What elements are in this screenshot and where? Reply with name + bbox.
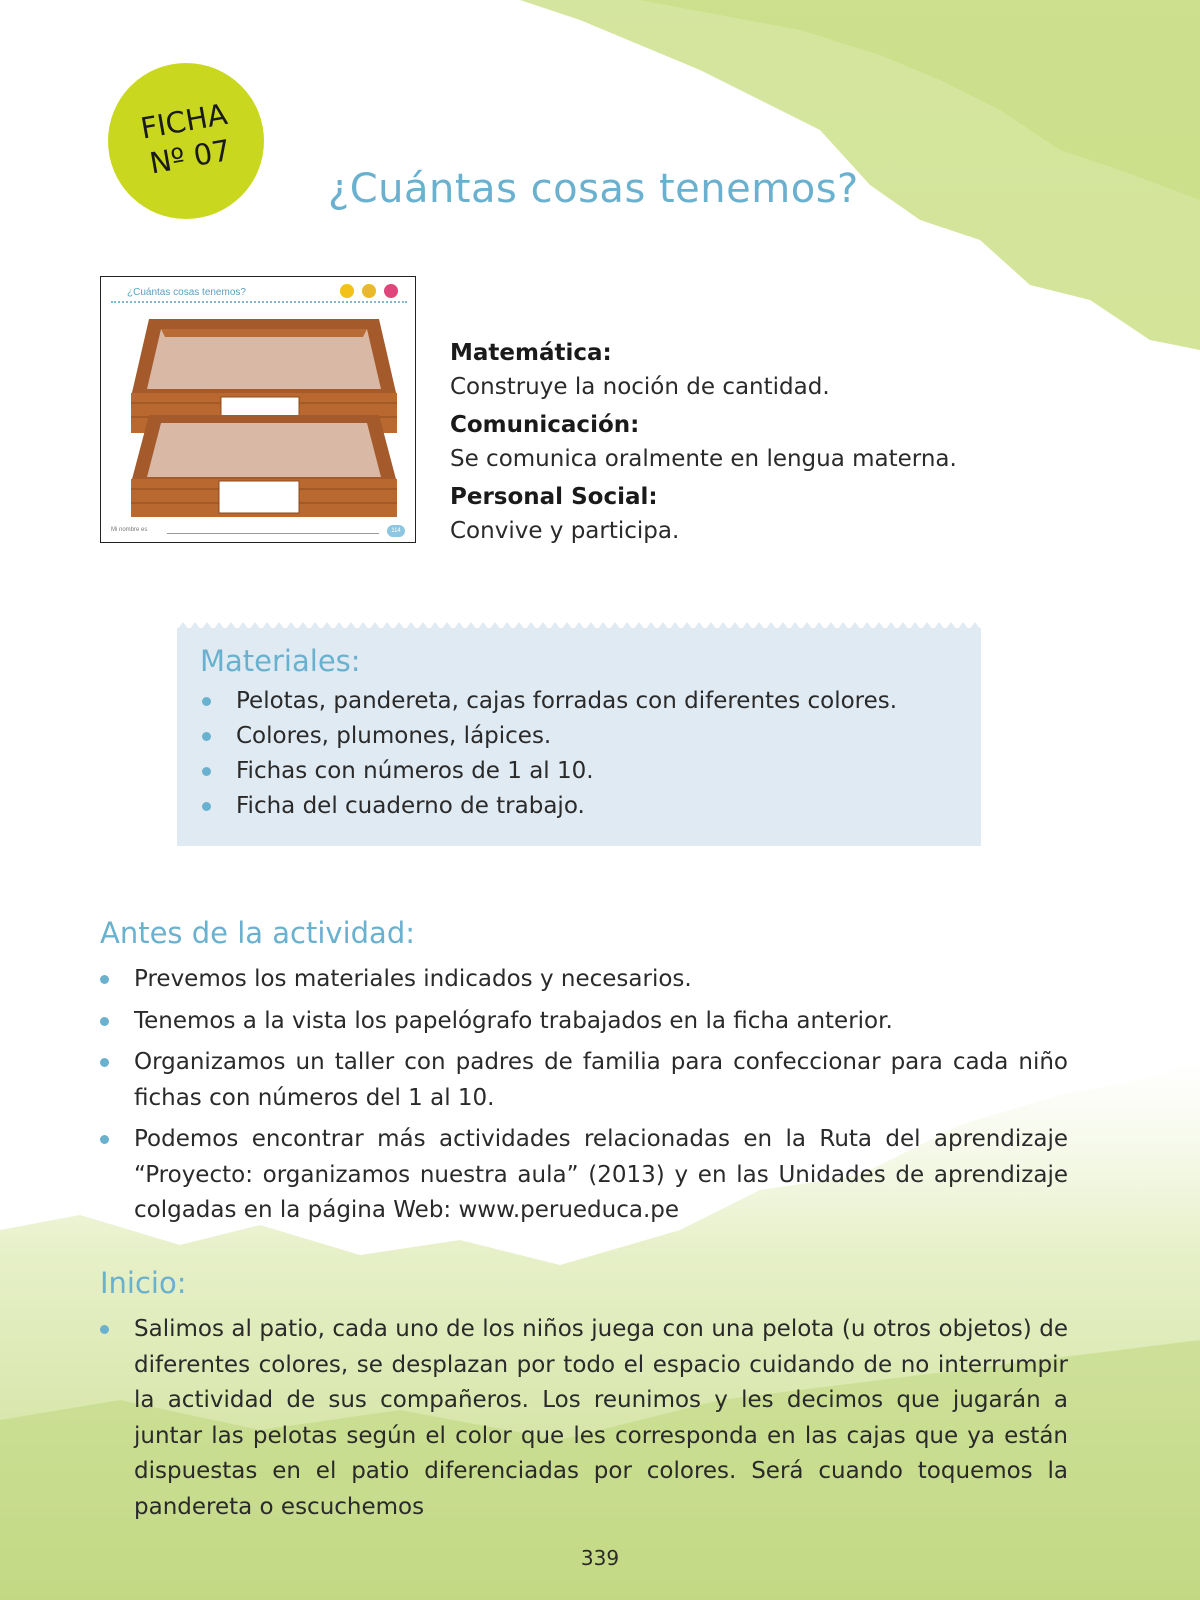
list-item-text: Pelotas, pandereta, cajas forradas con diferentes colores. — [236, 688, 898, 714]
thumbnail-name-line — [167, 533, 379, 534]
area-description: Construye la noción de cantidad. — [450, 374, 830, 400]
inicio-list — [100, 1312, 1068, 1531]
bullet-icon — [202, 697, 211, 706]
list-item-text: Tenemos a la vista los papelógrafo trabajados en la ficha anterior. — [134, 1007, 893, 1034]
wooden-trays-illustration — [131, 307, 397, 519]
materials-heading: Materiales: — [200, 644, 361, 678]
thumbnail-activity-icons — [337, 281, 403, 303]
badge-line-1: FICHA — [138, 96, 230, 146]
area-name: Matemática: — [450, 340, 612, 366]
list-item-text: Organizamos un taller con padres de familia para confeccionar para cada niño fichas con números del 1 al 10. — [134, 1049, 1068, 1111]
list-item-text: Colores, plumones, lápices. — [236, 723, 552, 749]
materials-list — [200, 684, 897, 824]
list-item-text: Salimos al patio, cada uno de los niños juega con una pelota (u otros objetos) de diferentes colores, se desplazan por todo el espacio cuidando de no interrumpir la actividad de sus compañeros. Los reunimos y les decimos que jugarán a juntar las pelotas según el color que les corresponda en las cajas que ya están dispuestas en el patio diferenciadas por colores. Será cuando toquemos la pandereta o escuchemos — [134, 1316, 1068, 1520]
materials-torn-edge — [177, 620, 981, 630]
list-item — [200, 684, 897, 719]
bullet-icon — [202, 767, 211, 776]
ficha-badge — [108, 63, 264, 219]
list-item-text: Prevemos los materiales indicados y necesarios. — [134, 966, 692, 992]
bullet-icon — [100, 1058, 109, 1067]
antes-heading: Antes de la actividad: — [100, 916, 415, 950]
bullet-icon — [202, 802, 211, 811]
bullet-icon — [100, 1135, 109, 1144]
crayon-icon — [384, 284, 398, 298]
badge-line-2: Nº 07 — [147, 132, 234, 181]
list-item — [100, 1122, 1068, 1229]
list-item — [100, 1004, 1068, 1040]
inicio-heading: Inicio: — [100, 1266, 187, 1300]
antes-list — [100, 962, 1068, 1235]
badge-text — [127, 94, 248, 184]
area-description: Se comunica oralmente en lengua materna. — [450, 446, 957, 472]
area-name: Comunicación: — [450, 412, 640, 438]
page-title: ¿Cuántas cosas tenemos? — [328, 166, 859, 212]
thumbnail-page-number: 114 — [387, 525, 405, 537]
list-item — [200, 789, 897, 824]
list-item — [100, 1045, 1068, 1116]
bullet-icon — [202, 732, 211, 741]
area-description: Convive y participa. — [450, 518, 680, 544]
worksheet-thumbnail — [100, 276, 416, 543]
list-item — [200, 719, 897, 754]
magnifier-icon — [340, 284, 354, 298]
list-item — [100, 962, 1068, 998]
list-item-text: Ficha del cuaderno de trabajo. — [236, 793, 585, 819]
glue-icon — [362, 284, 376, 298]
thumbnail-footer-label: Mi nombre es — [111, 527, 148, 533]
bullet-icon — [100, 1017, 109, 1026]
list-item — [100, 1312, 1068, 1525]
list-item — [200, 754, 897, 789]
list-item-text: Fichas con números de 1 al 10. — [236, 758, 594, 784]
page-number: 339 — [580, 1546, 620, 1570]
areas-list — [450, 336, 1010, 552]
bullet-icon — [100, 975, 109, 984]
list-item-text: Podemos encontrar más actividades relacionadas en la Ruta del aprendizaje “Proyecto: organizamos nuestra aula” (2013) y en las Unidades de aprendizaje colgadas en la página Web: www.perueduca.pe — [134, 1126, 1068, 1223]
materials-box — [177, 628, 981, 846]
area-name: Personal Social: — [450, 484, 658, 510]
bullet-icon — [100, 1325, 109, 1334]
thumbnail-title: ¿Cuántas cosas tenemos? — [127, 287, 246, 298]
